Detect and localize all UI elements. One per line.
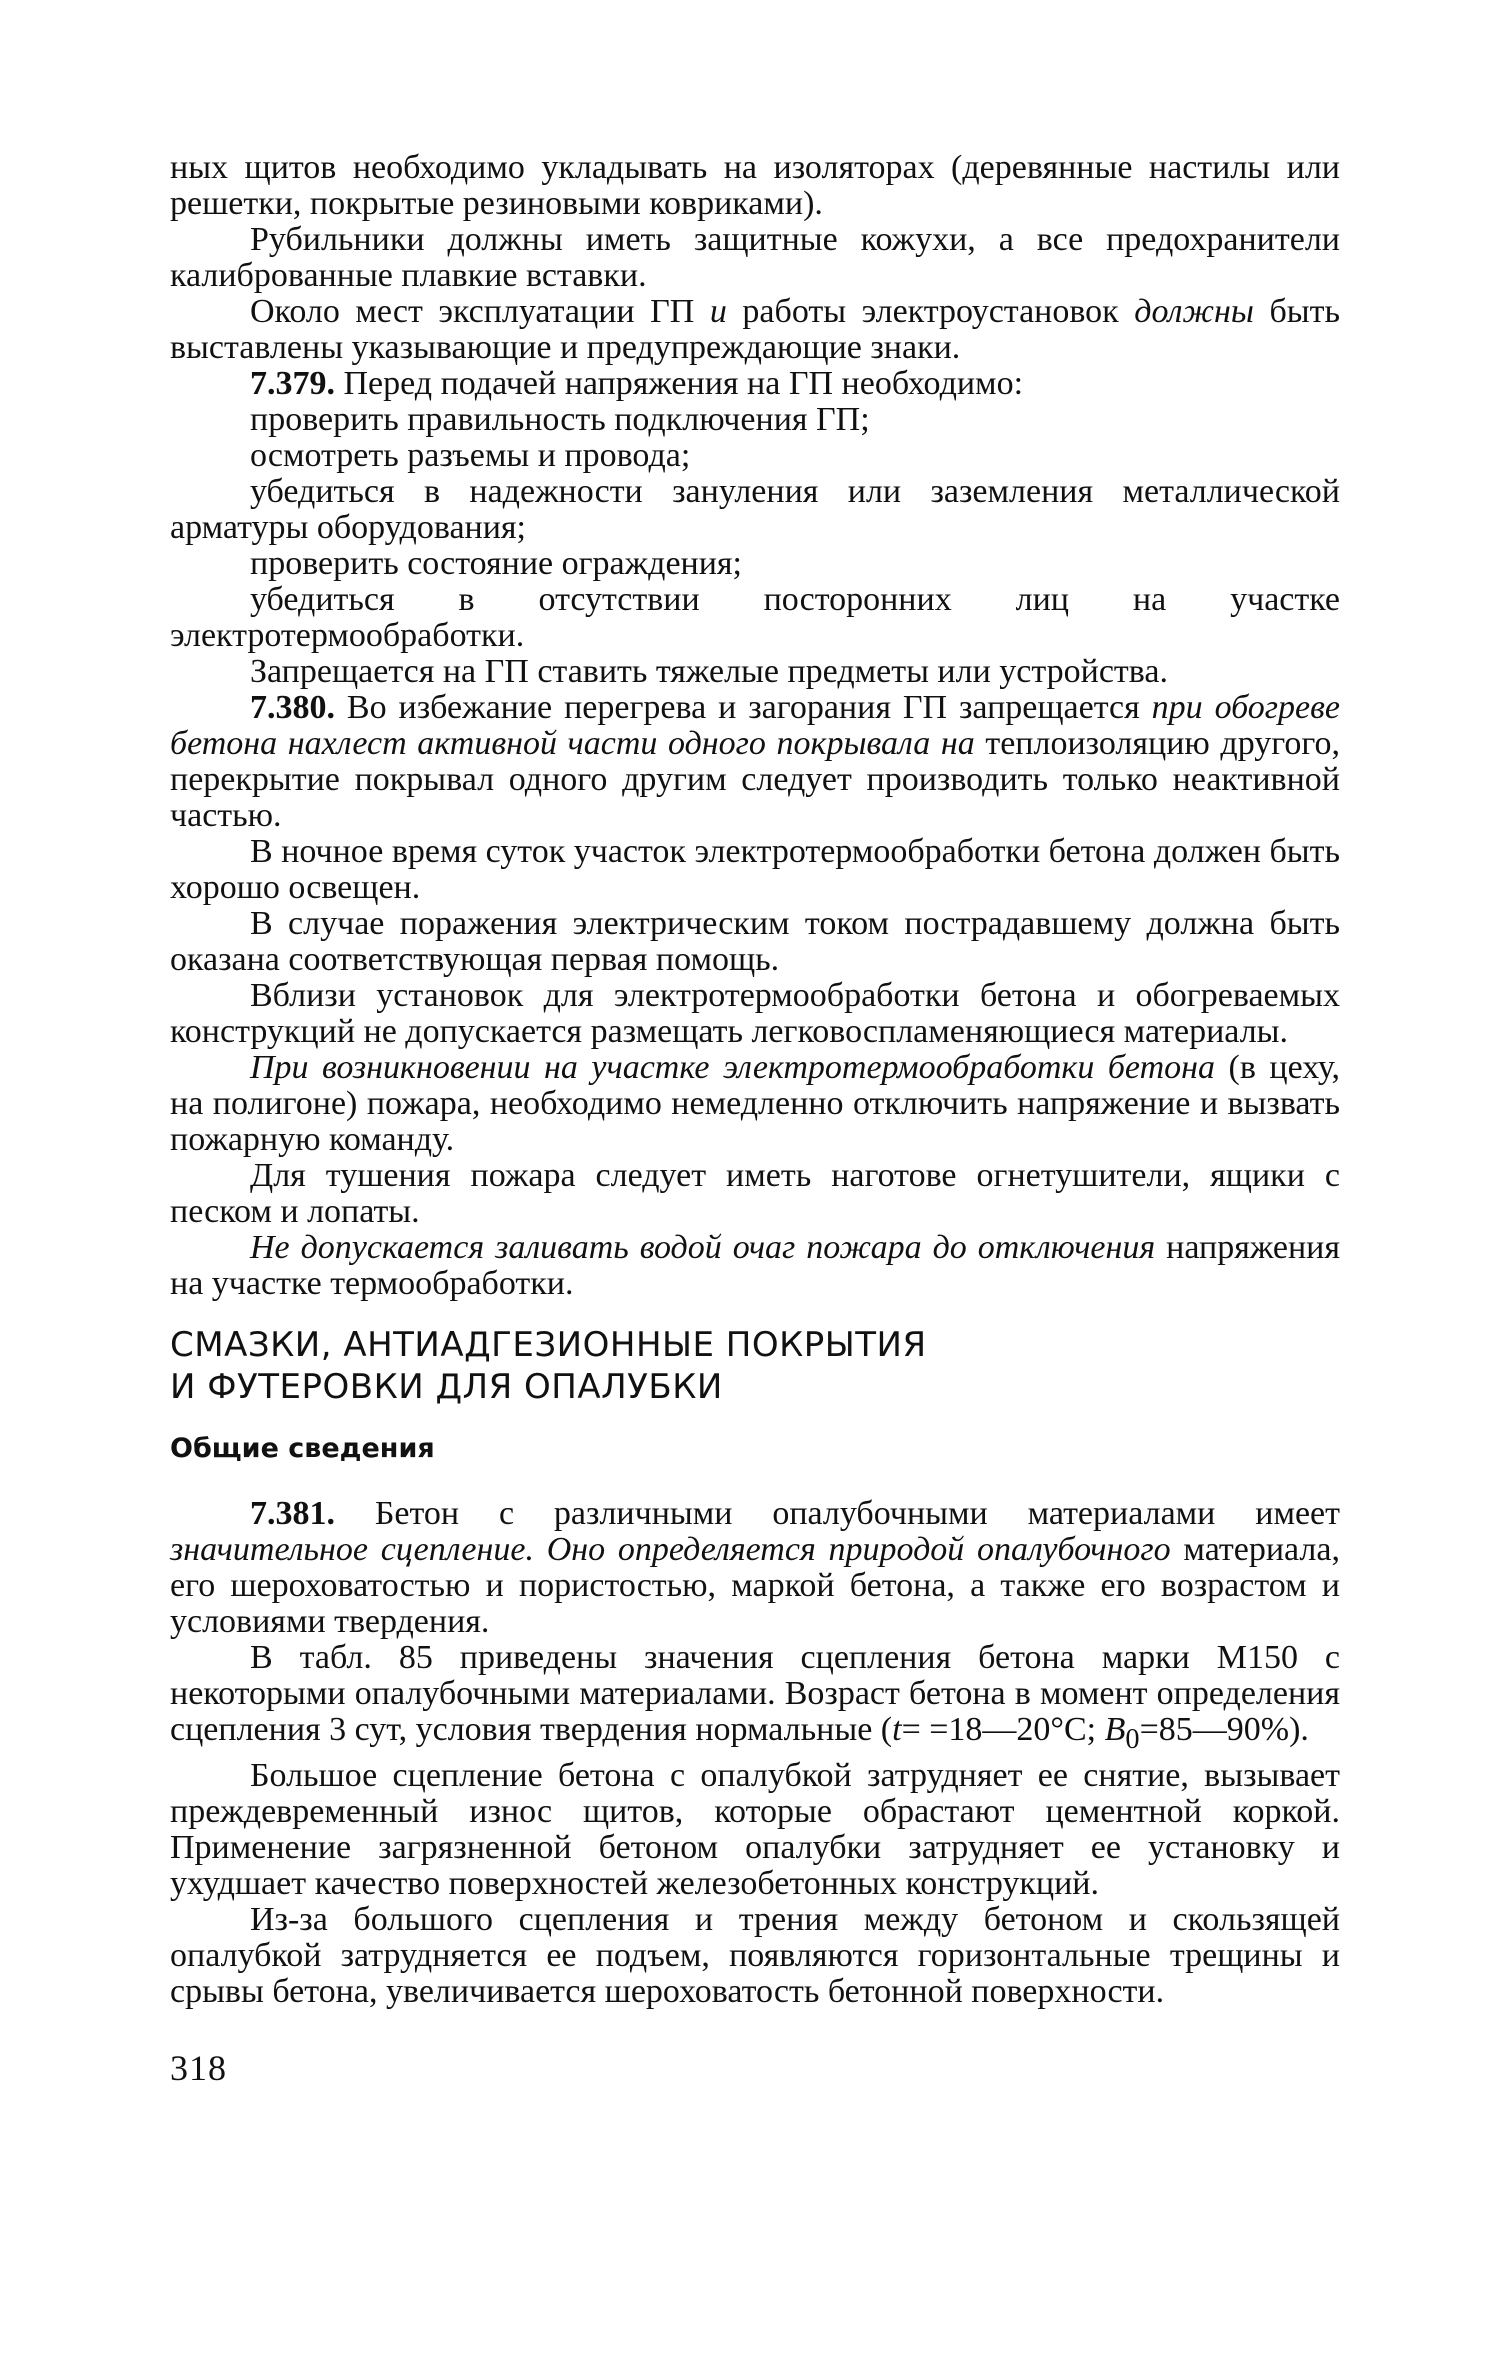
text-run: (в цеху, на полигоне) пожара, необходимо немедленно отключить напряжение и вызвать пожарную команду. (170, 1049, 1341, 1158)
subsection-heading: Общие сведения (170, 1433, 435, 1464)
clause-7-381 (170, 1496, 1340, 1640)
paragraph-adhesion-effects: Большое сцепление бетона с опалубкой затрудняет ее снятие, вызывает преждевременный износ щитов, которые обрастают цементной коркой. Применение загрязненной бетоном опалубки затрудняет ее установку и ухудшает качество поверхностей железобетонных конструкций. (170, 1756, 1340, 1902)
list-item: убедиться в надежности зануления или заземления металлической арматуры оборудования; (170, 473, 1340, 546)
italic-text: Не допускается заливать водой очаг пожара до отключения (250, 1229, 1156, 1266)
text-run: материала, его шероховатостью и пористостью, маркой бетона, а также его возрастом и условиями твердения. (170, 1531, 1340, 1640)
italic-text: При возникновении на участке электротермообработки бетона (250, 1049, 1215, 1086)
text-run: Во избежание перегрева и загорания ГП запрещается (335, 689, 1152, 726)
paragraph-continuation: ных щитов необходимо укладывать на изоляторах (деревянные настилы или решетки, покрытые резиновыми ковриками). (170, 149, 1340, 222)
text-run: В табл. 85 приведены значения сцепления бетона марки М150 с некоторыми опалубочными материалами. Возраст бетона в момент определения сцепления 3 сут, условия твердения нормальные ( (170, 1639, 1340, 1748)
paragraph-signs (170, 294, 1340, 366)
text-run: Бетон с различными опалубочными материалами имеет (335, 1495, 1340, 1532)
text-run: Перед подачей напряжения на ГП необходимо: (335, 365, 1024, 402)
document-page (170, 150, 1340, 2310)
text-run: напряжения на участке термообработки. (170, 1229, 1340, 1302)
italic-symbol: B (1104, 1711, 1126, 1748)
text-run: = =18—20°С; (901, 1711, 1105, 1748)
paragraph-flammables: Вблизи установок для электротермообработки бетона и обогреваемых конструкций не допускается размещать легковоспламеняющиеся материалы. (170, 977, 1340, 1050)
paragraph-fire (170, 1050, 1340, 1158)
paragraph-water (170, 1230, 1340, 1302)
text-run: Около мест эксплуатации ГП (250, 293, 710, 330)
clause-number: 7.381. (250, 1495, 335, 1532)
italic-text: при обогреве бетона нахлест активной части одного покрывала на (170, 689, 1340, 762)
italic-text: и (709, 293, 727, 330)
list-item: убедиться в отсутствии посторонних лиц на участке электротермообработки. (170, 581, 1340, 654)
paragraph-sliding-formwork: Из-за большого сцепления и трения между бетоном и скользящей опалубкой затрудняется ее подъем, появляются горизонтальные трещины и срывы бетона, увеличивается шероховатость бетонной поверхности. (170, 1900, 1340, 2010)
paragraph-table-85 (170, 1640, 1340, 1758)
section-heading-line: И ФУТЕРОВКИ ДЛЯ ОПАЛУБКИ (170, 1367, 723, 1407)
clause-7-380 (170, 690, 1340, 834)
clause-number: 7.380. (250, 689, 335, 726)
italic-symbol: t (892, 1711, 902, 1748)
text-run: =85—90%). (1139, 1711, 1309, 1748)
text-run: работы электроустановок (726, 293, 1135, 330)
paragraph-switches: Рубильники должны иметь защитные кожухи, а все предохранители калиброванные плавкие вставки. (170, 221, 1340, 294)
clause-7-379 (170, 366, 1340, 402)
subscript: 0 (1125, 1723, 1140, 1755)
italic-text: значительное сцепление. Оно определяется природой опалубочного (170, 1531, 1171, 1568)
paragraph-prohibition: Запрещается на ГП ставить тяжелые предметы или устройства. (250, 653, 1168, 690)
list-item: проверить состояние ограждения; (250, 545, 743, 582)
page-number: 318 (170, 2047, 227, 2088)
clause-number: 7.379. (250, 365, 335, 402)
text-run: быть выставлены указывающие и предупреждающие знаки. (170, 293, 1341, 366)
paragraph-lighting: В ночное время суток участок электротермообработки бетона должен быть хорошо освещен. (170, 833, 1340, 906)
italic-text: должны (1134, 293, 1254, 330)
paragraph-first-aid: В случае поражения электрическим током пострадавшему должна быть оказана соответствующая первая помощь. (170, 905, 1340, 978)
text-run: теплоизоляцию другого, перекрытие покрывал одного другим следует производить только неактивной частью. (170, 725, 1340, 834)
list-item: проверить правильность подключения ГП; (250, 401, 870, 438)
paragraph-extinguishers: Для тушения пожара следует иметь наготове огнетушители, ящики с песком и лопаты. (170, 1157, 1340, 1230)
list-item: осмотреть разъемы и провода; (250, 437, 691, 474)
section-heading (170, 1324, 1340, 1408)
section-heading-line: СМАЗКИ, АНТИАДГЕЗИОННЫЕ ПОКРЫТИЯ (170, 1325, 927, 1365)
